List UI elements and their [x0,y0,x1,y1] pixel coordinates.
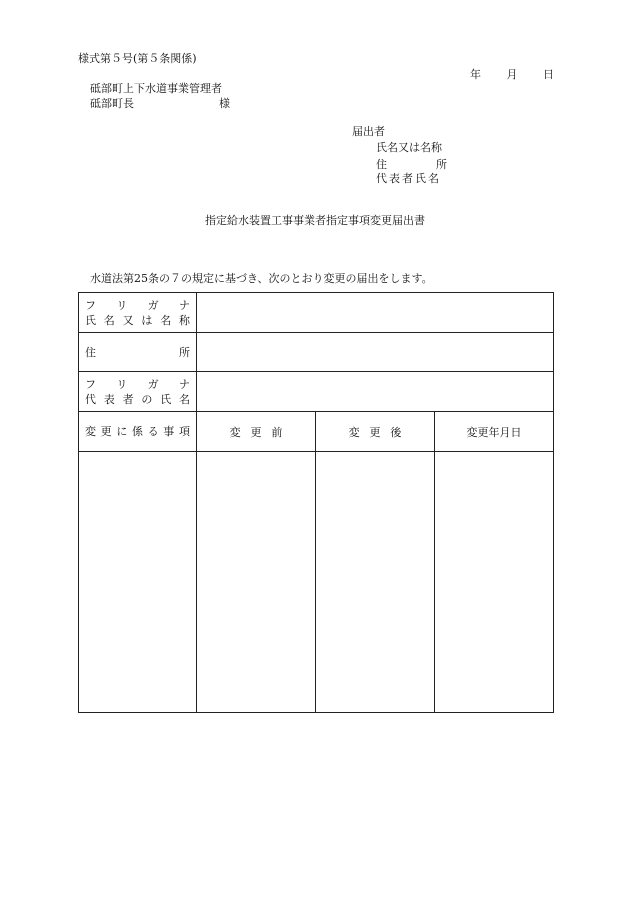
before-entry-cell[interactable] [197,452,316,713]
document-title: 指定給水装置工事事業者指定事項変更届出書 [205,214,425,227]
rep-input-cell[interactable] [197,372,554,412]
name-input-cell[interactable] [197,293,554,333]
label-char: 代 [85,392,96,406]
label-char: 更 [100,425,112,438]
label-char: 表 [103,392,115,406]
label-char: 氏 [85,313,96,327]
applicant-heading: 届出者 [352,125,385,138]
header-item-cell [79,412,197,452]
name-label [85,313,190,328]
label-char: 項 [178,425,190,438]
label-char: 住 [85,345,96,359]
rep-label-cell [79,372,197,412]
label-char: 名 [178,392,190,406]
furigana-char: フ [85,298,96,312]
label-char: 事 [163,425,175,438]
label-char: る [147,425,159,438]
address-label-cell [79,333,197,372]
header-date: 変更年月日 [466,425,522,439]
addressee-honorific: 様 [219,97,230,110]
label-char: 又 [122,313,134,327]
header-after-cell [316,412,435,452]
date-day: 日 [543,68,554,81]
form-number: 様式第５号(第５条関係) [78,52,197,65]
label-char: 称 [178,313,190,327]
statement-text: 水道法第25条の７の規定に基づき、次のとおり変更の届出をします。 [90,272,433,285]
label-char: 係 [131,425,143,438]
label-char: 所 [179,345,190,359]
name-label-cell [79,293,197,333]
furigana-label [85,298,190,313]
rep-label [85,392,190,407]
label-char: 名 [160,313,172,327]
header-before-cell [197,412,316,452]
date-year: 年 [470,68,481,81]
table-row-representative [79,372,554,412]
form-table [78,292,554,713]
label-char: に [116,425,128,438]
table-row-name [79,293,554,333]
furigana-char: ナ [178,377,190,391]
address-label [85,345,190,360]
applicant-name-label: 氏名又は名称 [376,141,442,154]
applicant-rep-label: 代表者氏名 [376,172,441,185]
after-entry-cell[interactable] [316,452,435,713]
header-before: 変更前 [229,425,293,439]
label-char: 変 [85,425,96,438]
furigana-char: リ [116,377,128,391]
date-month: 月 [506,68,518,81]
furigana-char: ガ [147,377,159,391]
applicant-address-label [376,157,447,172]
rep-furigana-label [85,377,190,392]
label-char: は [141,313,153,327]
table-row-address [79,333,554,372]
table-body-row [79,452,554,713]
header-date-cell [435,412,554,452]
label-char: 氏 [160,392,172,406]
furigana-char: ガ [147,298,159,312]
label-char: 者 [122,392,134,406]
table-header-row [79,412,554,452]
address-input-cell[interactable] [197,333,554,372]
applicant-address-char: 住 [376,158,387,171]
addressee-line1: 砥部町上下水道事業管理者 [90,82,222,95]
date-entry-cell[interactable] [435,452,554,713]
header-item-label [85,424,190,439]
furigana-char: フ [85,377,96,391]
label-char: の [141,392,153,406]
header-after: 変更後 [348,425,412,439]
label-char: 名 [103,313,115,327]
furigana-char: ナ [178,298,190,312]
furigana-char: リ [116,298,128,312]
date-line [470,68,554,82]
applicant-address-char: 所 [436,158,447,171]
item-entry-cell[interactable] [79,452,197,713]
addressee-line2: 砥部町長 [90,97,134,110]
